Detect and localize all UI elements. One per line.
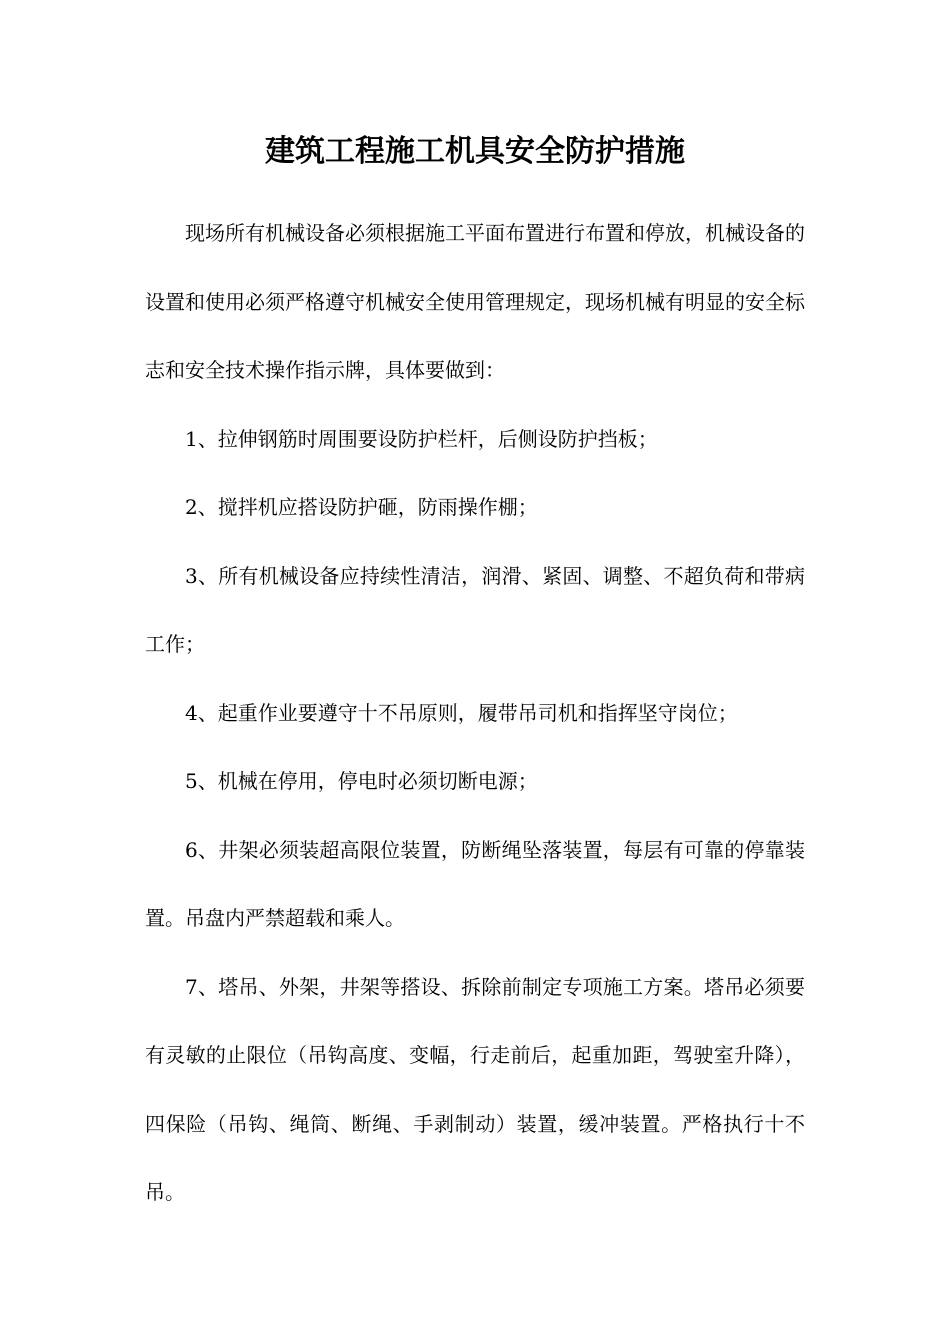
paragraph-item-3: 3、所有机械设备应持续性清洁，润滑、紧固、调整、不超负荷和带病工作； [145,563,805,656]
document-title: 建筑工程施工机具安全防护措施 [265,134,685,169]
paragraph-item-1: 1、拉伸钢筋时周围要设防护栏杆，后侧设防护挡板； [185,426,658,451]
paragraph-item-6: 6、井架必须装超高限位装置，防断绳坠落装置，每层有可靠的停靠装置。吊盘内严禁超载和乘人。 [145,837,805,930]
document-body [145,199,805,1227]
paragraph-item-4: 4、起重作业要遵守十不吊原则，履带吊司机和指挥坚守岗位； [185,700,738,725]
paragraph-item-5: 5、机械在停用，停电时必须切断电源； [185,769,538,793]
paragraph-item-7: 7、塔吊、外架，井架等搭设、拆除前制定专项施工方案。塔吊必须要有灵敏的止限位（吊钩高度、变幅，行走前后，起重加距，驾驶室升降），四保险（吊钩、绳筒、断绳、手剥制动）装置，缓冲装置。严格执行十不吊。 [145,974,805,1204]
paragraph-item-2: 2、搅拌机应搭设防护砸，防雨操作棚； [185,495,538,519]
paragraph-intro: 现场所有机械设备必须根据施工平面布置进行布置和停放，机械设备的设置和使用必须严格遵守机械安全使用管理规定，现场机械有明显的安全标志和安全技术操作指示牌，具体要做到： [145,221,805,382]
